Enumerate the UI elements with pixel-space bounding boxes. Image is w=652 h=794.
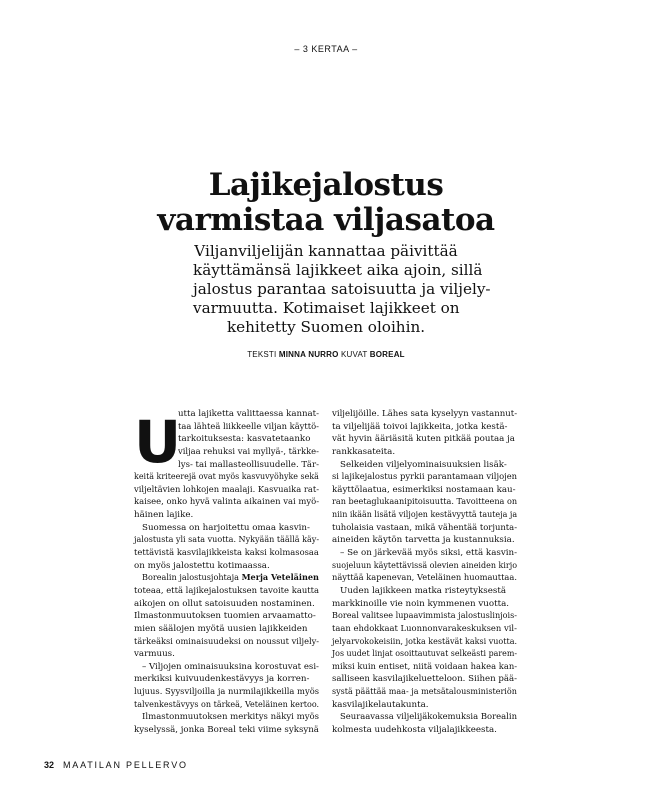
body-line: tärkeäksi ominaisuudeksi on noussut viljely- bbox=[134, 636, 320, 647]
body-line: Suomessa on harjoitettu omaa kasvin- bbox=[142, 522, 310, 533]
body-line: Uuden lajikkeen matka risteytyksestä bbox=[340, 585, 507, 596]
body-line: Boreal valitsee lupaavimmista jalostuslinjois- bbox=[332, 611, 518, 622]
body-line: jalostusta yli sata vuotta. Nykyään täällä käy- bbox=[134, 535, 320, 546]
article-lead bbox=[193, 242, 491, 337]
lead-line: Viljanviljelijän kannattaa päivittää bbox=[194, 242, 458, 260]
body-line: Ilmastonmuutoksen merkitys näkyi myös bbox=[142, 712, 320, 723]
person-name: Merja Veteläinen bbox=[241, 573, 319, 584]
body-line: si lajikejalostus pyrkii parantamaan viljojen bbox=[332, 472, 518, 483]
body-line: miksi kuin entiset, niitä voidaan hakea kan- bbox=[332, 661, 518, 672]
body-line: Jos uudet linjat osoittautuvat selkeästi parem- bbox=[332, 649, 518, 660]
lead-line: varmuutta. Kotimaiset lajikkeet on bbox=[193, 299, 460, 317]
body-line: Seuraavassa viljelijäkokemuksia Borealin bbox=[340, 712, 518, 723]
article-title bbox=[0, 168, 652, 238]
body-line: markkinoille vie noin kymmenen vuotta. bbox=[332, 598, 510, 609]
body-line: salliseen kasvilajikeluetteloon. Siihen pää- bbox=[332, 674, 518, 685]
body-line: niin ikään lisätä viljojen kestävyyttä tauteja ja bbox=[332, 510, 518, 521]
body-line: kyselyssä, jonka Boreal teki viime syksynä bbox=[134, 725, 319, 736]
byline-text-label: TEKSTI bbox=[247, 350, 277, 359]
article-title-line: Lajikejalostus bbox=[208, 167, 444, 203]
body-line: jelyarvokokeisiin, jotka kestävät kaksi vuotta. bbox=[332, 636, 518, 647]
body-line: utta lajiketta valittaessa kannat- bbox=[178, 409, 320, 419]
byline-photographer: BOREAL bbox=[369, 350, 405, 359]
body-line: – Viljojen ominaisuuksina korostuvat esi- bbox=[142, 661, 319, 672]
body-line: viljelijöille. Lähes sata kyselyyn vastannut- bbox=[332, 409, 518, 419]
body-line: – Se on järkevää myös siksi, että kasvin- bbox=[340, 548, 518, 559]
body-line: Ilmastonmuutoksen tuomien arvaamatto- bbox=[134, 611, 316, 622]
body-line: käyttölaatua, esimerkiksi nostamaan kau- bbox=[332, 484, 516, 495]
byline-photo-label: KUVAT bbox=[341, 350, 368, 359]
body-line: aineiden käytön tarvetta ja kustannuksia. bbox=[332, 535, 515, 546]
body-line: Borealin jalostusjohtaja Merja Veteläinen bbox=[142, 573, 319, 584]
body-column-right bbox=[332, 408, 517, 737]
body-line: tettävistä kasvilajikkeista kaksi kolmasosaa bbox=[134, 548, 319, 559]
body-line: kolmesta uudehkosta viljalajikkeesta. bbox=[332, 725, 497, 736]
body-line: merkiksi kuivuudenkestävyys ja korren- bbox=[134, 674, 310, 685]
body-line: tarkoituksesta: kasvatetaanko bbox=[178, 434, 311, 445]
body-line: rankkasateita. bbox=[332, 446, 396, 457]
body-line: vät hyvin ääriäsitä kuten pitkää poutaa ja bbox=[332, 434, 515, 445]
body-line: varmuus. bbox=[134, 649, 175, 660]
body-line: toteaa, että lajikejalostuksen tavoite kautta bbox=[134, 585, 320, 596]
byline bbox=[0, 350, 652, 359]
lead-line: käyttämänsä lajikkeet aika ajoin, sillä bbox=[193, 261, 483, 279]
lead-line: kehitetty Suomen oloihin. bbox=[226, 318, 426, 336]
body-line: talvenkestävyys on tärkeä, Veteläinen kertoo. bbox=[134, 699, 320, 710]
body-line: suojeluun käytettävissä olevien aineiden kirjo bbox=[332, 560, 518, 571]
article-title-line: varmistaa viljasatoa bbox=[157, 202, 495, 238]
drop-cap: U bbox=[134, 408, 181, 476]
body-line: taan ehdokkaat Luonnonvarakeskuksen vil- bbox=[332, 623, 517, 634]
body-column-left bbox=[134, 408, 319, 737]
body-line: tuholaisia vastaan, mikä vähentää torjunta- bbox=[332, 522, 518, 533]
body-line: häinen lajike. bbox=[134, 510, 194, 521]
body-line: lujuus. Syysviljoilla ja nurmilajikkeilla myös bbox=[134, 687, 320, 698]
body-line: viljaa rehuksi vai myllyä-, tärkke- bbox=[178, 446, 319, 457]
body-line: kaisee, onko hyvä valinta aikainen vai myö- bbox=[134, 497, 320, 508]
body-line: viljeltävien lohkojen maalaji. Kasvuaika rat- bbox=[134, 484, 320, 495]
body-line: näyttää kapenevan, Veteläinen huomauttaa. bbox=[332, 573, 517, 584]
body-line: mien säälojen myötä uusien lajikkeiden bbox=[134, 623, 308, 634]
body-line: systä päättää maa- ja metsätalousministeriön bbox=[332, 687, 517, 698]
body-line: aikojen on ollut satoisuuden nostaminen. bbox=[134, 598, 315, 609]
body-line: Selkeiden viljelyominaisuuksien lisäk- bbox=[340, 459, 507, 470]
body-line: on myös jalostettu kotimaassa. bbox=[134, 560, 270, 571]
lead-line: jalostus parantaa satoisuutta ja viljely- bbox=[193, 280, 491, 298]
magazine-name: MAATILAN PELLERVO bbox=[63, 760, 188, 770]
body-line: ta viljelijää toivoi lajikkeita, jotka kestä- bbox=[332, 421, 508, 432]
section-kicker: – 3 KERTAA – bbox=[294, 44, 358, 54]
body-line: lys- tai mallasteollisuudelle. Tär- bbox=[178, 459, 319, 470]
body-line: ran beetaglukaanipitoisuutta. Tavoitteena on bbox=[332, 497, 518, 508]
body-line: taa lähteä liikkeelle viljan käyttö- bbox=[178, 421, 319, 432]
body-line: keitä kriteerejä ovat myös kasvuvyöhyke sekä bbox=[134, 472, 319, 483]
body-line: kasvilajikelautakunta. bbox=[332, 699, 429, 710]
page-number: 32 bbox=[44, 760, 55, 770]
byline-author: MINNA NURRO bbox=[278, 350, 339, 359]
